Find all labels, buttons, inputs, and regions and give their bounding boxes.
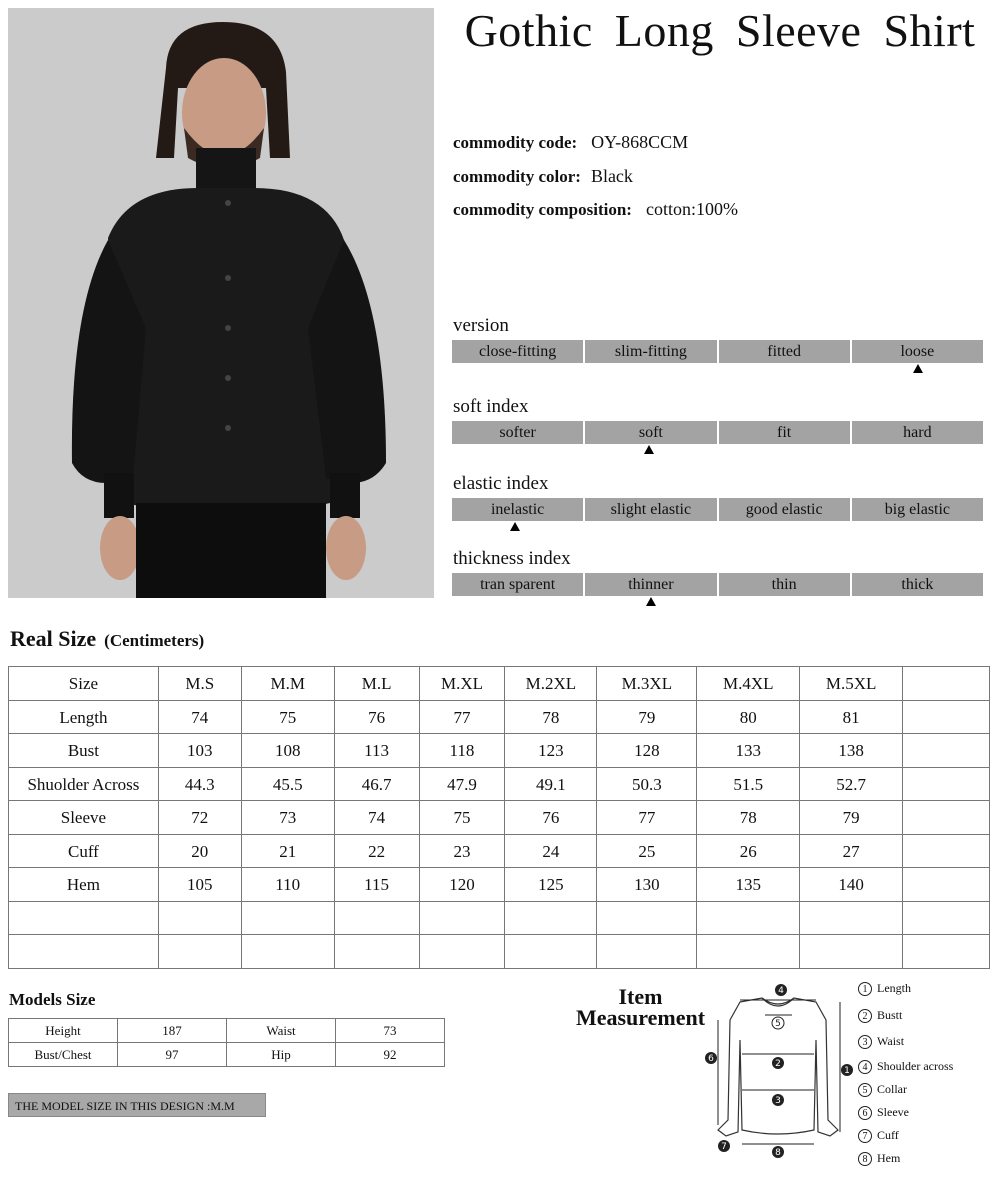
table-cell: 135 — [697, 868, 800, 902]
thickness-index-option: thin — [719, 573, 850, 596]
table-cell: 133 — [697, 734, 800, 768]
table-header-cell: M.2XL — [505, 667, 597, 701]
table-header-cell: M.L — [334, 667, 419, 701]
item-measurement-title-line2: Measurement — [575, 1005, 706, 1030]
table-cell — [241, 935, 334, 969]
thickness-index-title: thickness index — [453, 548, 571, 569]
table-cell: 74 — [334, 801, 419, 835]
commodity-color-row — [453, 166, 633, 187]
commodity-code-label: commodity code: — [453, 133, 578, 152]
legend-number-icon: 1 — [858, 982, 872, 996]
table-cell: 78 — [697, 801, 800, 835]
models-value: 73 — [336, 1019, 445, 1043]
table-cell: 44.3 — [158, 767, 241, 801]
soft-index-title: soft index — [453, 396, 529, 417]
table-cell: 23 — [419, 834, 505, 868]
table-row — [9, 868, 990, 902]
table-cell — [158, 901, 241, 935]
legend-label: Cuff — [877, 1128, 899, 1142]
models-size-title: Models Size — [9, 990, 96, 1009]
table-cell: 123 — [505, 734, 597, 768]
legend-item — [858, 1105, 909, 1120]
table-cell: 80 — [697, 700, 800, 734]
table-cell: 125 — [505, 868, 597, 902]
version-marker-icon — [913, 364, 923, 373]
table-row — [9, 801, 990, 835]
commodity-color-label: commodity color: — [453, 167, 581, 186]
legend-number-icon: 7 — [858, 1129, 872, 1143]
table-cell — [505, 935, 597, 969]
legend-number-icon: 8 — [858, 1152, 872, 1166]
table-cell — [800, 901, 903, 935]
table-cell — [697, 901, 800, 935]
table-cell: 140 — [800, 868, 903, 902]
svg-text:7: 7 — [721, 1142, 727, 1152]
soft-index-option: fit — [719, 421, 850, 444]
table-cell — [505, 901, 597, 935]
row-label-cell: Length — [9, 700, 159, 734]
table-cell: 79 — [800, 801, 903, 835]
legend-item — [858, 1151, 900, 1166]
table-header-cell: M.XL — [419, 667, 505, 701]
real-size-title — [10, 626, 204, 652]
table-cell: 78 — [505, 700, 597, 734]
models-label: Height — [9, 1019, 118, 1043]
table-row — [9, 935, 990, 969]
version-option: slim-fitting — [585, 340, 716, 363]
table-cell: 74 — [158, 700, 241, 734]
table-header-cell: M.4XL — [697, 667, 800, 701]
legend-label: Bustt — [877, 1008, 903, 1022]
thickness-index-marker-icon — [646, 597, 656, 606]
svg-text:3: 3 — [775, 1096, 781, 1106]
version-bar — [452, 340, 983, 363]
legend-number-icon: 3 — [858, 1035, 872, 1049]
table-cell — [903, 734, 990, 768]
shirt-measurement-diagram — [700, 980, 860, 1160]
table-cell — [241, 901, 334, 935]
commodity-color-value: Black — [590, 166, 633, 186]
elastic-index-option: slight elastic — [585, 498, 716, 521]
table-row — [9, 901, 990, 935]
table-cell: 73 — [241, 801, 334, 835]
models-label: Waist — [227, 1019, 336, 1043]
thickness-index-option: thick — [852, 573, 983, 596]
table-header-cell: M.5XL — [800, 667, 903, 701]
models-size-table-right — [226, 1018, 445, 1067]
commodity-code-value: OY-868CCM — [591, 132, 689, 152]
table-cell: 45.5 — [241, 767, 334, 801]
table-cell: 76 — [334, 700, 419, 734]
row-label-cell: Sleeve — [9, 801, 159, 835]
elastic-index-option: good elastic — [719, 498, 850, 521]
svg-text:5: 5 — [775, 1019, 781, 1029]
row-label-cell — [9, 901, 159, 935]
table-cell: 108 — [241, 734, 334, 768]
table-cell: 76 — [505, 801, 597, 835]
table-cell: 110 — [241, 868, 334, 902]
models-value: 97 — [118, 1043, 227, 1067]
table-cell: 24 — [505, 834, 597, 868]
table-row — [9, 734, 990, 768]
table-cell — [597, 935, 697, 969]
svg-text:1: 1 — [844, 1066, 850, 1076]
row-label-cell: Cuff — [9, 834, 159, 868]
table-cell: 49.1 — [505, 767, 597, 801]
real-size-table — [8, 666, 990, 969]
table-cell — [158, 935, 241, 969]
table-cell: 51.5 — [697, 767, 800, 801]
commodity-code-row — [453, 132, 688, 153]
real-size-heading: Real Size — [10, 626, 97, 651]
legend-item — [858, 1059, 953, 1074]
product-title: Gothic Long Sleeve Shirt — [464, 5, 976, 56]
version-title: version — [453, 315, 509, 336]
elastic-index-option: big elastic — [852, 498, 983, 521]
legend-label: Waist — [877, 1034, 905, 1048]
soft-index-marker-icon — [644, 445, 654, 454]
model-size-note: THE MODEL SIZE IN THIS DESIGN :M.M — [8, 1093, 266, 1117]
table-cell: 27 — [800, 834, 903, 868]
table-cell — [419, 935, 505, 969]
version-option: close-fitting — [452, 340, 583, 363]
legend-number-icon: 4 — [858, 1060, 872, 1074]
models-value: 187 — [118, 1019, 227, 1043]
table-cell: 79 — [597, 700, 697, 734]
table-cell: 50.3 — [597, 767, 697, 801]
legend-label: Sleeve — [877, 1105, 909, 1119]
table-cell — [419, 901, 505, 935]
elastic-index-option: inelastic — [452, 498, 583, 521]
table-cell: 46.7 — [334, 767, 419, 801]
table-cell — [334, 935, 419, 969]
table-cell: 75 — [241, 700, 334, 734]
version-option: loose — [852, 340, 983, 363]
table-row — [9, 1043, 227, 1067]
item-measurement-title-line1: Item — [618, 984, 663, 1009]
legend-item — [858, 1082, 907, 1097]
soft-index-option: softer — [452, 421, 583, 444]
soft-index-option: hard — [852, 421, 983, 444]
table-row — [9, 767, 990, 801]
table-row — [9, 1019, 227, 1043]
svg-text:4: 4 — [778, 986, 784, 996]
table-cell: 77 — [419, 700, 505, 734]
table-cell — [903, 700, 990, 734]
table-cell — [903, 767, 990, 801]
thickness-index-option: thinner — [585, 573, 716, 596]
legend-label: Length — [877, 981, 911, 995]
table-cell: 26 — [697, 834, 800, 868]
svg-text:6: 6 — [708, 1054, 714, 1064]
table-cell: 77 — [597, 801, 697, 835]
commodity-composition-row — [453, 199, 738, 220]
svg-text:2: 2 — [775, 1059, 781, 1069]
table-cell — [903, 801, 990, 835]
table-cell: 103 — [158, 734, 241, 768]
commodity-composition-value: cotton:100% — [645, 199, 738, 219]
table-cell: 138 — [800, 734, 903, 768]
legend-number-icon: 5 — [858, 1083, 872, 1097]
version-option: fitted — [719, 340, 850, 363]
legend-label: Hem — [877, 1151, 901, 1165]
legend-number-icon: 6 — [858, 1106, 872, 1120]
real-size-unit: (Centimeters) — [104, 631, 205, 650]
legend-item — [858, 981, 911, 996]
table-cell: 81 — [800, 700, 903, 734]
table-cell: 20 — [158, 834, 241, 868]
table-cell: 21 — [241, 834, 334, 868]
table-cell: 113 — [334, 734, 419, 768]
table-cell — [903, 935, 990, 969]
table-cell: 115 — [334, 868, 419, 902]
table-row — [227, 1043, 445, 1067]
table-cell: 52.7 — [800, 767, 903, 801]
table-cell — [334, 901, 419, 935]
elastic-index-title: elastic index — [453, 473, 549, 494]
legend-item — [858, 1034, 904, 1049]
table-header-cell: M.S — [158, 667, 241, 701]
models-value: 92 — [336, 1043, 445, 1067]
legend-number-icon: 2 — [858, 1009, 872, 1023]
table-header-row — [9, 667, 990, 701]
table-cell: 72 — [158, 801, 241, 835]
models-label: Bust/Chest — [9, 1043, 118, 1067]
table-cell — [597, 901, 697, 935]
table-cell — [903, 834, 990, 868]
table-row — [9, 834, 990, 868]
table-cell: 75 — [419, 801, 505, 835]
product-photo — [8, 8, 434, 598]
row-label-cell — [9, 935, 159, 969]
row-label-cell: Bust — [9, 734, 159, 768]
row-label-cell: Shuolder Across — [9, 767, 159, 801]
table-header-cell: Size — [9, 667, 159, 701]
table-row — [227, 1019, 445, 1043]
legend-item — [858, 1128, 899, 1143]
table-row — [9, 700, 990, 734]
legend-label: Collar — [877, 1082, 907, 1096]
elastic-index-bar — [452, 498, 983, 521]
commodity-composition-label: commodity composition: — [453, 200, 632, 219]
models-label: Hip — [227, 1043, 336, 1067]
table-cell — [697, 935, 800, 969]
table-cell: 25 — [597, 834, 697, 868]
table-header-cell: M.3XL — [597, 667, 697, 701]
item-measurement-title — [558, 986, 723, 1028]
table-header-cell: M.M — [241, 667, 334, 701]
row-label-cell: Hem — [9, 868, 159, 902]
table-cell: 47.9 — [419, 767, 505, 801]
table-cell — [903, 901, 990, 935]
table-cell: 128 — [597, 734, 697, 768]
thickness-index-option: tran sparent — [452, 573, 583, 596]
thickness-index-bar — [452, 573, 983, 596]
svg-text:8: 8 — [775, 1148, 781, 1158]
soft-index-option: soft — [585, 421, 716, 444]
legend-item — [858, 1008, 902, 1023]
table-header-cell — [903, 667, 990, 701]
models-size-table-left — [8, 1018, 227, 1067]
elastic-index-marker-icon — [510, 522, 520, 531]
table-cell: 120 — [419, 868, 505, 902]
soft-index-bar — [452, 421, 983, 444]
legend-label: Shoulder across — [877, 1059, 954, 1073]
table-cell: 105 — [158, 868, 241, 902]
table-cell: 118 — [419, 734, 505, 768]
table-cell: 130 — [597, 868, 697, 902]
table-cell — [800, 935, 903, 969]
table-cell: 22 — [334, 834, 419, 868]
table-cell — [903, 868, 990, 902]
